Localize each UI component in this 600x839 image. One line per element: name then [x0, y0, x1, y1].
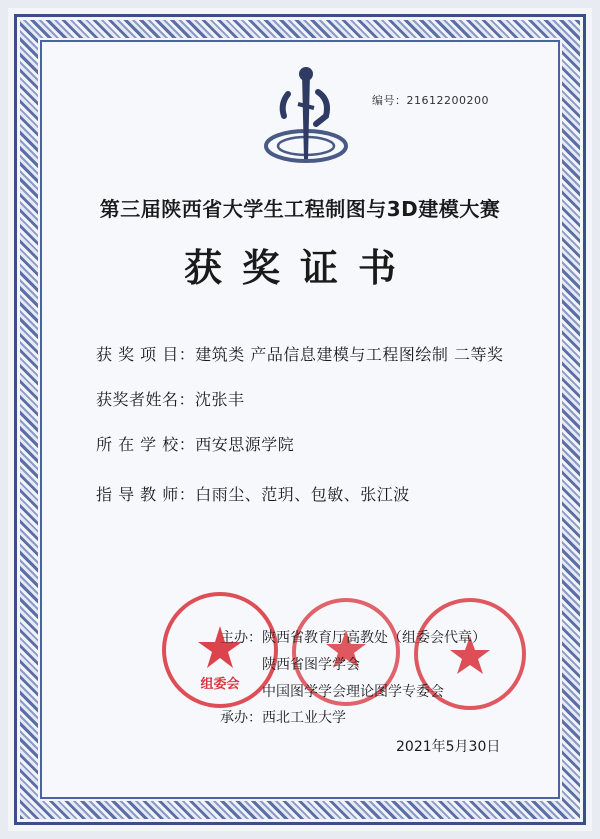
school-label: 所 在 学 校： — [96, 435, 196, 454]
co-host-1: 陕西省图学学会 — [262, 657, 360, 673]
event-title: 第三届陕西省大学生工程制图与3D建模大赛 — [99, 197, 501, 221]
serial-value: 21612200200 — [406, 94, 489, 107]
certificate-title: 获奖证书 — [183, 245, 416, 290]
winner-label: 获奖者姓名： — [96, 390, 196, 409]
co-host-2: 中国图学学会理论图学专委会 — [262, 684, 444, 700]
issue-date: 2021年5月30日 — [396, 739, 501, 755]
undertaker-label: 承办： — [220, 710, 262, 726]
undertaker — [220, 707, 346, 727]
winner-value: 沈张丰 — [195, 390, 245, 409]
host-organizer — [220, 627, 486, 647]
serial-label: 编号： — [372, 94, 407, 107]
seal1-center-text: 组委会 — [200, 677, 240, 692]
project-value: 建筑类 产品信息建模与工程图绘制 二等奖 — [195, 345, 504, 364]
teacher-value: 白雨尘、范玥、包敏、张江波 — [195, 485, 410, 504]
project-row — [96, 342, 503, 365]
teacher-row — [96, 482, 410, 505]
compass-logo-icon — [258, 64, 354, 174]
teacher-label: 指 导 教 师： — [96, 485, 196, 504]
project-label: 获 奖 项 目： — [96, 345, 196, 364]
undertaker-value: 西北工业大学 — [262, 710, 346, 726]
winner-row — [96, 387, 245, 410]
school-row — [96, 432, 294, 455]
serial-number — [372, 92, 489, 108]
host-value: 陕西省教育厅高教处（组委会代章） — [262, 630, 486, 646]
host-label: 主办： — [220, 630, 262, 646]
school-value: 西安思源学院 — [195, 435, 295, 454]
